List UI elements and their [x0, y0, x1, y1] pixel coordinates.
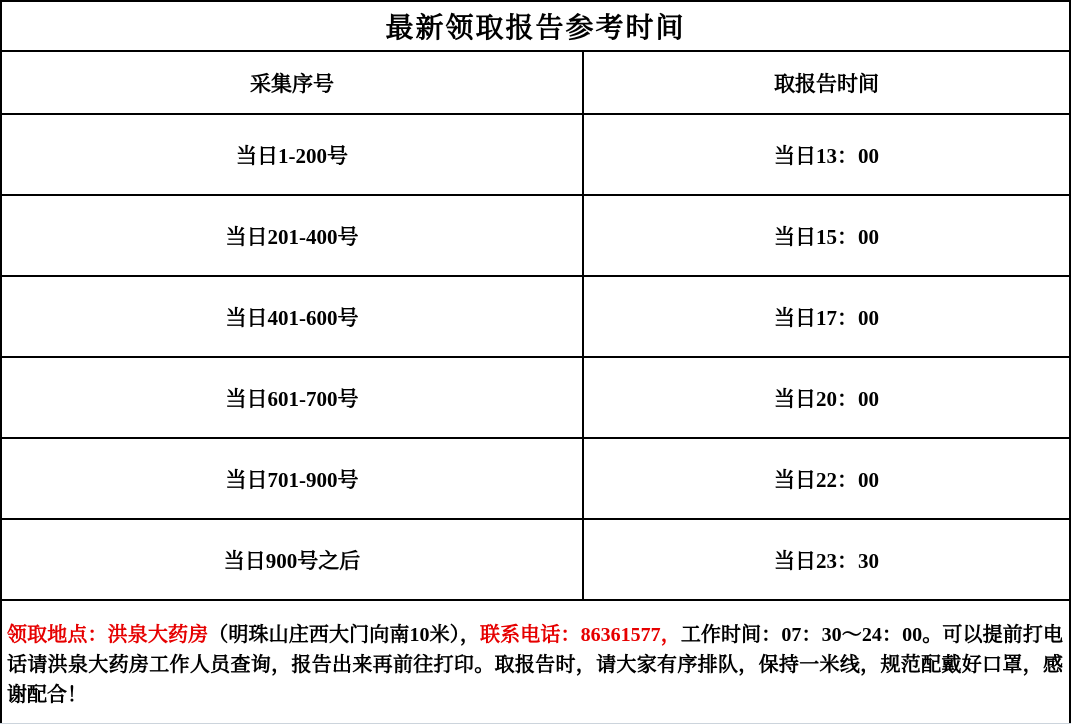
table-row	[2, 196, 1069, 277]
table-header-row	[2, 52, 1069, 115]
notice-location-highlight: 领取地点：洪泉大药房	[7, 624, 209, 646]
serial-cell: 当日601-700号	[2, 358, 584, 439]
time-cell: 当日15：00	[584, 196, 1069, 277]
time-cell: 当日17：00	[584, 277, 1069, 358]
serial-cell: 当日1-200号	[2, 115, 584, 196]
table-row	[2, 115, 1069, 196]
notice-hours-and-rules: 工作时间：07：30～24：00。可以提前打电话请洪泉大药房工作人员查询，报告出来再前往打印。取报告时，请大家有序排队，保持一米线，规范配戴好口罩，感谢配合！	[7, 624, 1064, 706]
time-cell: 当日13：00	[584, 115, 1069, 196]
serial-cell: 当日401-600号	[2, 277, 584, 358]
time-cell: 当日23：30	[584, 520, 1069, 601]
serial-cell: 当日701-900号	[2, 439, 584, 520]
notice-phone-highlight: 联系电话：86361577，	[479, 624, 681, 646]
pickup-notice-paragraph	[2, 601, 1069, 719]
time-cell: 当日20：00	[584, 358, 1069, 439]
table-row	[2, 439, 1069, 520]
table-row	[2, 520, 1069, 601]
page-title: 最新领取报告参考时间	[2, 2, 1069, 52]
column-header-time: 取报告时间	[584, 52, 1069, 115]
table-row	[2, 277, 1069, 358]
bottom-divider	[0, 723, 1071, 728]
column-header-serial: 采集序号	[2, 52, 584, 115]
time-cell: 当日22：00	[584, 439, 1069, 520]
notice-location-detail: （明珠山庄西大门向南10米），	[208, 624, 480, 646]
serial-cell: 当日900号之后	[2, 520, 584, 601]
serial-cell: 当日201-400号	[2, 196, 584, 277]
table-row	[2, 358, 1069, 439]
